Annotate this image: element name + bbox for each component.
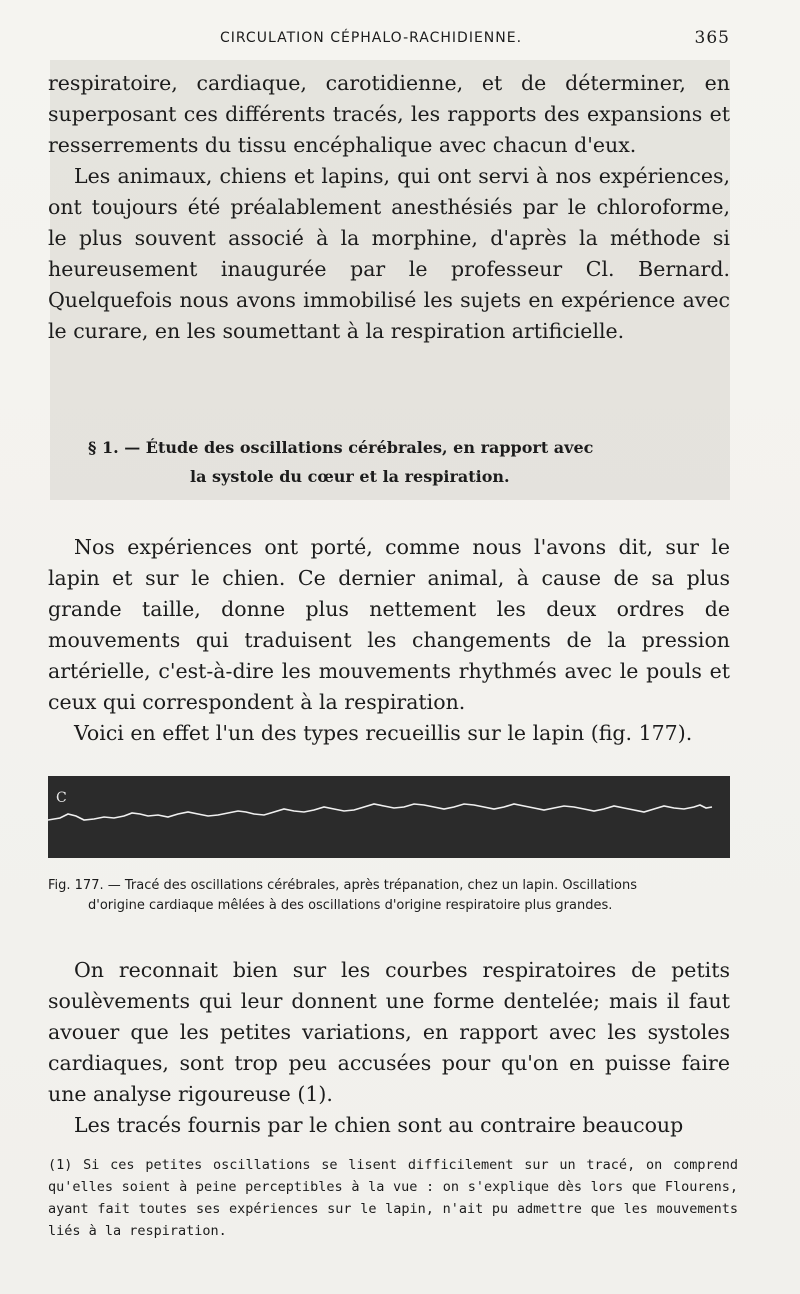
caption-line1: Fig. 177. — Tracé des oscillations cérébrales, après trépanation, chez un lapin. Oscillations xyxy=(48,878,637,893)
paragraph: Les animaux, chiens et lapins, qui ont servi à nos expériences, ont toujours été préalablement anesthésiés par le chloroforme, le plus souvent associé à la morphine, d'après la méthode si heureusement inaugurée par le professeur Cl. Bernard. Quelquefois nous avons immobilisé les sujets en expérience avec le curare, en les soumettant à la respiration artificielle. xyxy=(48,164,730,343)
text-block-middle xyxy=(48,532,730,749)
paragraph: Voici en effet l'un des types recueillis sur le lapin (fig. 177). xyxy=(74,721,693,745)
caption-line2: d'origine cardiaque mêlées à des oscillations d'origine respiratoire plus grandes. xyxy=(88,898,613,913)
running-title: CIRCULATION CÉPHALO-RACHIDIENNE. xyxy=(220,30,523,46)
paragraph: Nos expériences ont porté, comme nous l'avons dit, sur le lapin et sur le chien. Ce dernier animal, à cause de sa plus grande taille, donne plus nettement les deux ordres de mouvements qui traduisent les changements de la pression artérielle, c'est-à-dire les mouvements rhythmés avec le pouls et ceux qui correspondent à la respiration. xyxy=(48,535,730,714)
figure-177-trace xyxy=(48,776,730,858)
text-block-top xyxy=(48,68,730,347)
paragraph: On reconnait bien sur les courbes respiratoires de petits soulèvements qui leur donnent une forme dentelée; mais il faut avouer que les petites variations, en rapport avec les systoles cardiaques, sont trop peu accusées pour qu'on en puisse faire une analyse rigoureuse (1). xyxy=(48,958,730,1106)
oscillation-trace-line xyxy=(48,804,712,820)
page-number: 365 xyxy=(694,28,730,48)
trace-graphic xyxy=(48,776,730,858)
paragraph: respiratoire, cardiaque, carotidienne, et de déterminer, en superposant ces différents tracés, les rapports des expansions et resserrements du tissu encéphalique avec chacun d'eux. xyxy=(48,71,730,157)
text-block-bottom xyxy=(48,955,730,1141)
footnote: (1) Si ces petites oscillations se lisent difficilement sur un tracé, on comprend qu'elles soient à peine perceptibles à la vue : on s'explique dès lors que Flourens, ayant fait toutes ses expériences sur le lapin, n'ait pu admettre que les mouvements liés à la respiration. xyxy=(48,1157,738,1239)
section-heading xyxy=(88,433,708,491)
figure-caption xyxy=(48,876,738,916)
trace-label: C xyxy=(56,790,67,806)
section-heading-line2: la systole du cœur et la respiration. xyxy=(190,467,510,486)
section-heading-line1: § 1. — Étude des oscillations cérébrales, en rapport avec xyxy=(88,438,594,457)
paragraph: Les tracés fournis par le chien sont au contraire beaucoup xyxy=(74,1113,684,1137)
running-head xyxy=(220,30,730,52)
